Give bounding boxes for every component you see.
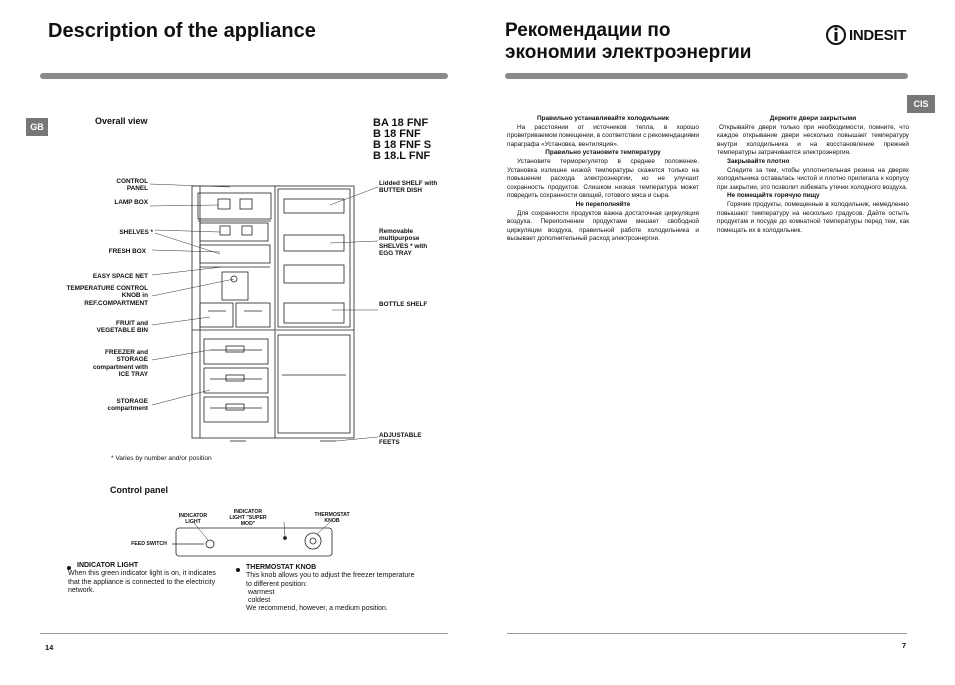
footnote: * Varies by number and/or position [111,455,212,462]
model-name: B 18.L FNF [373,150,431,162]
model-list [373,118,431,162]
freezer-drawer-2 [204,368,268,393]
super-mod-light-icon [284,537,287,540]
indicator-light-text: When this green indicator light is on, it indicates that the appliance is connected to the electricity network. [68,570,216,594]
language-tab-gb: GB [26,118,48,136]
brand-logo [825,24,906,46]
label-fruit-vegetable-bin: FRUIT and VEGETABLE BIN [96,320,148,335]
tip-heading: Правильно установите температуру [545,149,661,157]
header-rule-right [505,73,908,79]
label-adjustable-feets: ADJUSTABLE FEETS [379,432,422,447]
fridge-door [278,189,350,327]
label-lidded-shelf: Lidded SHELF with BUTTER DISH [379,180,438,195]
tip-text: Следите за тем, чтобы уплотнительная резина на дверях холодильника оставалась чистой и плотно прилегала к корпусу при закрытии, это позволит избежать утечки холодного воздуха. [717,166,909,191]
label-temperature-control-knob: TEMPERATURE CONTROL KNOB in REF.COMPARTMENT [66,285,148,307]
label-shelves: SHELVES * [119,229,153,236]
tips-column-1 [507,115,699,244]
label-easy-space-net: EASY SPACE NET [92,273,148,280]
label-freezer-storage: FREEZER and STORAGE compartment with ICE TRAY [92,349,148,378]
thermostat-title: THERMOSTAT KNOB [246,564,317,571]
label-storage-compartment: STORAGE compartment [107,398,148,413]
model-name: BA 18 FNF [373,117,429,129]
control-panel-diagram [170,520,340,565]
freezer-drawer-1 [204,339,268,364]
brand-name: INDESIT [849,26,907,44]
freezer-door [278,335,350,433]
tip-heading: Не помещайте горячую пищу [727,192,820,200]
label-lamp-box: LAMP BOX [114,199,148,206]
model-name: B 18 FNF [373,128,421,140]
label-fresh-box: FRESH BOX [108,248,146,255]
label-removable-shelves: Removable multipurpose SHELVES * with EGG TRAY [379,228,428,257]
label-control-panel: CONTROL PANEL [116,178,148,193]
control-panel-heading: Control panel [110,485,168,495]
tip-text: Для сохранности продуктов важна достаточная циркуляция воздуха. Переполнение продуктами мешает свободной циркуляции воздуха, правильной работе холодильника и вызывает дополнительный расход электроэнергии. [507,209,699,243]
footer-rule-left [40,633,448,634]
tips-column-2 [717,115,909,235]
tip-heading: Не переполняйте [575,200,631,208]
label-indicator-super-mod: INDICATOR LIGHT "SUPER MOD" [229,509,267,527]
vegetable-bin-left [200,303,233,327]
tip-text: На расстоянии от источников тепла, в хорошо проветриваемом помещении, в соответствии с рекомендациями параграфа «Установка, вентиляция». [507,123,699,148]
thermostat-option-warmest: warmest [248,588,275,596]
model-name: B 18 FNF S [373,139,432,151]
header-rule-left [40,73,448,79]
vegetable-bin-right [236,303,270,327]
thermostat-option-coldest: coldest [248,597,271,605]
label-bottle-shelf: BOTTLE SHELF [379,301,428,308]
fridge-body [192,186,354,438]
overall-view-heading: Overall view [95,116,148,126]
lamp-box [198,193,271,219]
thermostat-description [246,564,416,614]
label-thermostat-knob: THERMOSTAT KNOB [314,512,350,524]
thermostat-knob-icon [305,533,321,549]
label-indicator-light: INDICATOR LIGHT [178,513,208,525]
indicator-light-description [68,562,216,595]
tip-heading: Держите двери закрытыми [769,115,857,122]
thermostat-text: This knob allows you to adjust the freezer temperature to different position: [246,572,415,588]
tip-text: Открывайте двери только при необходимости, помните, что каждое открывание двери несколько повышает температуру внутри холодильника и на восстановление прежней температуры затрачивается электроэнергия. [717,123,909,157]
indicator-light-title: INDICATOR LIGHT [77,562,139,569]
tip-heading: Правильно устанавливайте холодильник [537,115,669,122]
page-title-left: Description of the appliance [48,20,316,42]
label-feed-switch: FEED SWITCH [131,541,167,547]
fresh-box [200,245,270,263]
indicator-light-icon [206,540,214,548]
freezer-drawer-3 [204,397,268,422]
thermostat-recommendation: We recommend, however, a medium position. [246,605,388,613]
tip-heading: Закрывайте плотно [727,157,790,165]
tip-text: Горячие продукты, помещенные в холодильник, немедленно повышают температуру на несколько градусов. Дайте остыть продуктам и посуде до комнатной температуры перед тем, как помещать их в холодильник. [717,200,909,234]
page-number-left: 14 [45,643,54,652]
tip-text: Установите терморегулятор в среднее положение. Установка излишне низкой температуры скажется только на повышении расхода электроэнергии, но не улучшит сохранность продуктов. Слишком низкая температура может повредить сохранности овощей, готового мяса и сыра. [507,157,699,200]
language-tab-cis: CIS [907,95,935,113]
page-number-right: 7 [902,641,907,650]
bullet-icon [236,568,240,572]
page-title-right: Рекомендации по экономии электроэнергии [505,20,752,63]
indesit-logo-icon [825,24,847,46]
footer-rule-right [507,633,907,634]
